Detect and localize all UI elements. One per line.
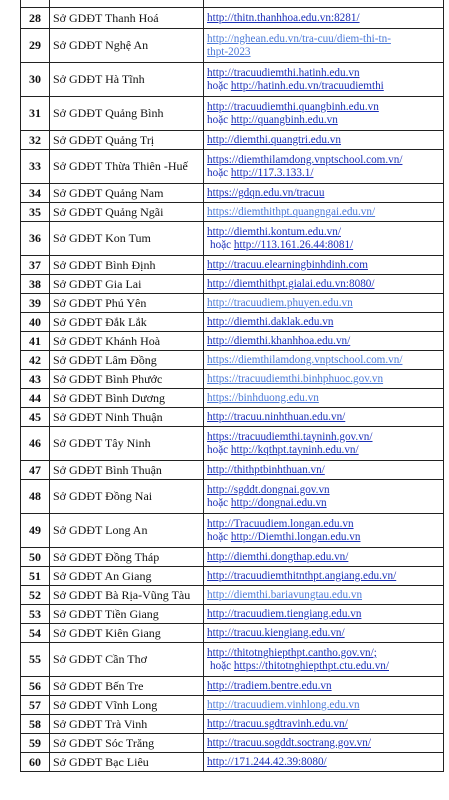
- lookup-url-link[interactable]: http://113.161.26.44:8081/: [233, 238, 354, 251]
- department-name: Sở GDĐT Bình Thuận: [50, 461, 204, 480]
- table-row: [21, 677, 444, 696]
- lookup-url-link[interactable]: http://tracuu.ninhthuan.edu.vn/: [207, 410, 346, 423]
- row-number: 52: [21, 586, 50, 605]
- link-line: [207, 680, 440, 693]
- row-number: 29: [21, 29, 50, 63]
- table-row: [21, 203, 444, 222]
- table-row: [21, 29, 444, 63]
- link-line: [207, 589, 440, 602]
- lookup-links-cell: [204, 332, 444, 351]
- link-line: [207, 373, 440, 386]
- alternative-prefix: hoặc: [207, 496, 231, 509]
- lookup-links-cell: [204, 461, 444, 480]
- link-line: [207, 297, 440, 310]
- row-number: 43: [21, 370, 50, 389]
- row-number: 46: [21, 427, 50, 461]
- link-line: [207, 551, 440, 564]
- lookup-links-cell: [204, 480, 444, 514]
- alternative-prefix: hoặc: [207, 79, 231, 92]
- lookup-url-link[interactable]: http://sgddt.dongnai.gov.vn: [207, 483, 330, 496]
- department-name: Sở GDĐT Bình Định: [50, 256, 204, 275]
- lookup-url-link[interactable]: http://Diemthi.longan.edu.vn: [230, 530, 361, 543]
- link-line: [207, 392, 440, 405]
- row-number: 35: [21, 203, 50, 222]
- row-number: 59: [21, 734, 50, 753]
- row-number: 33: [21, 150, 50, 184]
- lookup-links-cell: [204, 203, 444, 222]
- table-row: [21, 63, 444, 97]
- lookup-links-cell: [204, 131, 444, 150]
- table-row: [21, 514, 444, 548]
- lookup-links-cell: [204, 275, 444, 294]
- department-name: Sở GDĐT Bạc Liêu: [50, 753, 204, 772]
- table-row: [21, 275, 444, 294]
- lookup-url-link[interactable]: http://171.244.42.39:8080/: [207, 755, 327, 768]
- row-number: 51: [21, 567, 50, 586]
- link-line: [207, 206, 440, 219]
- row-number: 55: [21, 643, 50, 677]
- department-name: Sở GDĐT Hà Tĩnh: [50, 63, 204, 97]
- department-name: Sở GDĐT Bến Tre: [50, 677, 204, 696]
- department-name: Sở GDĐT Đắk Lắk: [50, 313, 204, 332]
- lookup-url-link[interactable]: http://thitotnghiepthpt.cantho.gov.vn/;: [207, 646, 377, 659]
- lookup-url-link[interactable]: http://nghean.edu.vn/tra-cuu/diem-thi-tn-: [207, 32, 391, 45]
- link-line: [207, 167, 440, 180]
- link-line: [207, 278, 440, 291]
- alternative-prefix: hoặc: [207, 166, 231, 179]
- link-line: [207, 12, 440, 25]
- link-line: [207, 67, 440, 80]
- lookup-url-link[interactable]: http://tracuu.kiengiang.edu.vn/: [207, 626, 345, 639]
- lookup-links-cell: [204, 222, 444, 256]
- table-row: [21, 643, 444, 677]
- table-row: [21, 389, 444, 408]
- lookup-url-link[interactable]: https://diemthilamdong.vnptschool.com.vn/: [207, 353, 403, 366]
- table-row: [21, 97, 444, 131]
- link-line: [207, 316, 440, 329]
- table-row: [21, 131, 444, 150]
- lookup-url-link[interactable]: http://diemthi.bariavungtau.edu.vn: [207, 588, 363, 601]
- lookup-links-cell: [204, 427, 444, 461]
- lookup-links-cell: [204, 753, 444, 772]
- lookup-url-link[interactable]: http://117.3.133.1/: [230, 166, 314, 179]
- link-line: [207, 259, 440, 272]
- link-line: [207, 518, 440, 531]
- alternative-prefix: hoặc: [207, 113, 231, 126]
- link-line: [207, 411, 440, 424]
- lookup-url-link[interactable]: http://kqthpt.tayninh.edu.vn/: [230, 443, 359, 456]
- link-line: [207, 46, 440, 59]
- department-name: Sở GDĐT Thanh Hoá: [50, 8, 204, 29]
- table-row: [21, 734, 444, 753]
- lookup-url-link[interactable]: http://diemthi.daklak.edu.vn: [207, 315, 334, 328]
- table-row: [21, 332, 444, 351]
- row-number: 53: [21, 605, 50, 624]
- table-row: [21, 0, 444, 8]
- table-row: [21, 150, 444, 184]
- department-name: Sở GDĐT Sóc Trăng: [50, 734, 204, 753]
- link-line: [207, 187, 440, 200]
- department-name: Sở GDĐT Gia Lai: [50, 275, 204, 294]
- lookup-url-link[interactable]: http://tracuu.elearningbinhdinh.com: [207, 258, 368, 271]
- lookup-url-link[interactable]: http://Tracuudiem.longan.edu.vn: [207, 517, 354, 530]
- department-name: Sở GDĐT Tây Ninh: [50, 427, 204, 461]
- department-name: Sở GDĐT Bình Dương: [50, 389, 204, 408]
- table-row: [21, 8, 444, 29]
- department-name: Sở GDĐT Tiền Giang: [50, 605, 204, 624]
- lookup-links-cell: [204, 150, 444, 184]
- lookup-url-link[interactable]: http://tracuudiem.tiengiang.edu.vn: [207, 607, 362, 620]
- lookup-url-link[interactable]: http://tracuu.sogddt.soctrang.gov.vn/: [207, 736, 371, 749]
- row-number: 49: [21, 514, 50, 548]
- link-line: [207, 354, 440, 367]
- row-number: 58: [21, 715, 50, 734]
- alternative-prefix: hoặc: [207, 530, 231, 543]
- table-row: [21, 256, 444, 275]
- link-line: [207, 627, 440, 640]
- lookup-url-link[interactable]: http://thitn.thanhhoa.edu.vn:8281/: [207, 11, 360, 24]
- row-number: 32: [21, 131, 50, 150]
- table-body: [21, 0, 444, 772]
- row-number: 36: [21, 222, 50, 256]
- row-number: 39: [21, 294, 50, 313]
- table-row: [21, 567, 444, 586]
- lookup-links-cell: [204, 351, 444, 370]
- lookup-links-cell: [204, 677, 444, 696]
- alternative-prefix: hoặc: [210, 659, 234, 672]
- link-line: [207, 464, 440, 477]
- lookup-links-cell: [204, 0, 444, 8]
- link-line: [207, 134, 440, 147]
- department-name: Sở GDĐT Đồng Nai: [50, 480, 204, 514]
- department-name: Sở GDĐT Long An: [50, 514, 204, 548]
- lookup-url-link[interactable]: https://thitotnghiepthpt.ctu.edu.vn/: [233, 659, 389, 672]
- link-line: [207, 737, 440, 750]
- row-number: 50: [21, 548, 50, 567]
- alternative-prefix: hoặc: [210, 238, 234, 251]
- lookup-url-link[interactable]: https://diemthithpt.quangngai.edu.vn/: [207, 205, 376, 218]
- lookup-links-cell: [204, 586, 444, 605]
- department-name: Sở GDĐT Bình Phước: [50, 370, 204, 389]
- lookup-links-cell: [204, 97, 444, 131]
- link-line: [207, 699, 440, 712]
- lookup-url-link[interactable]: thpt-2023: [207, 45, 251, 58]
- department-name: Sở GDĐT Quảng Bình: [50, 97, 204, 131]
- row-number: 34: [21, 184, 50, 203]
- row-number: 38: [21, 275, 50, 294]
- table-row: [21, 548, 444, 567]
- lookup-links-cell: [204, 514, 444, 548]
- lookup-links-cell: [204, 8, 444, 29]
- lookup-url-link[interactable]: http://diemthi.kontum.edu.vn/: [207, 225, 341, 238]
- link-line: [207, 444, 440, 457]
- link-line: [207, 660, 440, 673]
- table-row: [21, 313, 444, 332]
- lookup-url-link[interactable]: https://tracuudiemthi.binhphuoc.gov.vn: [207, 372, 384, 385]
- lookup-links-cell: [204, 389, 444, 408]
- department-name: Sở GDĐT Kiên Giang: [50, 624, 204, 643]
- link-line: [207, 484, 440, 497]
- row-number: 30: [21, 63, 50, 97]
- lookup-links-cell: [204, 624, 444, 643]
- row-number: 48: [21, 480, 50, 514]
- lookup-url-link[interactable]: http://thithptbinhthuan.vn/: [207, 463, 325, 476]
- department-name: Sở GDĐT Quảng Trị: [50, 131, 204, 150]
- lookup-url-link[interactable]: http://quangbinh.edu.vn: [230, 113, 338, 126]
- row-number: 41: [21, 332, 50, 351]
- row-number: 28: [21, 8, 50, 29]
- lookup-links-cell: [204, 370, 444, 389]
- link-line: [207, 114, 440, 127]
- lookup-url-link[interactable]: https://gdqn.edu.vn/tracuu: [207, 186, 325, 199]
- department-name: Sở GDĐT Vĩnh Long: [50, 696, 204, 715]
- lookup-url-link[interactable]: http://tracuudiemthitnthpt.angiang.edu.vn/: [207, 569, 397, 582]
- table-row: [21, 624, 444, 643]
- lookup-links-cell: [204, 294, 444, 313]
- department-name: Sở GDĐT Khánh Hoà: [50, 332, 204, 351]
- department-name: Sở GDĐT Ninh Thuận: [50, 408, 204, 427]
- lookup-url-link[interactable]: http://hatinh.edu.vn/tracuudiemthi: [230, 79, 384, 92]
- link-line: [207, 647, 440, 660]
- lookup-links-cell: [204, 715, 444, 734]
- lookup-links-cell: [204, 408, 444, 427]
- table-row: [21, 480, 444, 514]
- table-row: [21, 586, 444, 605]
- lookup-url-link[interactable]: http://tracuudiem.phuyen.edu.vn: [207, 296, 353, 309]
- table-row: [21, 351, 444, 370]
- lookup-links-cell: [204, 548, 444, 567]
- lookup-links-cell: [204, 567, 444, 586]
- department-name: Sở GDĐT Cần Thơ: [50, 643, 204, 677]
- link-line: [207, 531, 440, 544]
- link-line: [207, 608, 440, 621]
- row-number: 57: [21, 696, 50, 715]
- department-name: Sở GDĐT Đồng Tháp: [50, 548, 204, 567]
- link-line: [207, 756, 440, 769]
- lookup-url-link[interactable]: http://tracuudiemthi.hatinh.edu.vn: [207, 66, 360, 79]
- lookup-links-cell: [204, 184, 444, 203]
- department-name: Sở GDĐT Phú Yên: [50, 294, 204, 313]
- row-number: 40: [21, 313, 50, 332]
- row-number: 37: [21, 256, 50, 275]
- link-line: [207, 431, 440, 444]
- lookup-url-link[interactable]: https://binhduong.edu.vn: [207, 391, 319, 404]
- lookup-url-link[interactable]: http://tracuu.sgdtravinh.edu.vn/: [207, 717, 348, 730]
- lookup-links-cell: [204, 605, 444, 624]
- link-line: [207, 80, 440, 93]
- table-row: [21, 696, 444, 715]
- department-name: Sở GDĐT An Giang: [50, 567, 204, 586]
- department-name: Sở GDĐT Bà Rịa-Vũng Tàu: [50, 586, 204, 605]
- row-number: 47: [21, 461, 50, 480]
- department-name: Sở GDĐT Thừa Thiên -Huế: [50, 150, 204, 184]
- lookup-url-link[interactable]: http://tracuudiemthi.quangbinh.edu.vn: [207, 100, 379, 113]
- lookup-links-cell: [204, 313, 444, 332]
- alternative-prefix: hoặc: [207, 443, 231, 456]
- table-row: [21, 370, 444, 389]
- table-row: [21, 427, 444, 461]
- department-name: Sở GDĐT Trà Vinh: [50, 715, 204, 734]
- row-number: 42: [21, 351, 50, 370]
- row-number: 44: [21, 389, 50, 408]
- department-name: Sở GDĐT Quảng Nam: [50, 184, 204, 203]
- lookup-links-cell: [204, 256, 444, 275]
- link-line: [207, 570, 440, 583]
- link-line: [207, 335, 440, 348]
- table-row: [21, 408, 444, 427]
- table-row: [21, 715, 444, 734]
- results-lookup-table: [20, 0, 444, 772]
- link-line: [207, 718, 440, 731]
- link-line: [207, 101, 440, 114]
- row-number: 31: [21, 97, 50, 131]
- department-name: [50, 0, 204, 8]
- lookup-links-cell: [204, 734, 444, 753]
- lookup-url-link[interactable]: http://diemthi.quangtri.edu.vn: [207, 133, 341, 146]
- link-line: [207, 239, 440, 252]
- department-name: Sở GDĐT Quảng Ngãi: [50, 203, 204, 222]
- lookup-links-cell: [204, 63, 444, 97]
- row-number: 56: [21, 677, 50, 696]
- lookup-url-link[interactable]: http://dongnai.edu.vn: [230, 496, 327, 509]
- link-line: [207, 154, 440, 167]
- lookup-links-cell: [204, 696, 444, 715]
- row-number: [21, 0, 50, 8]
- table-row: [21, 753, 444, 772]
- lookup-url-link[interactable]: http://diemthi.khanhhoa.edu.vn/: [207, 334, 351, 347]
- lookup-url-link[interactable]: http://tracuudiem.vinhlong.edu.vn: [207, 698, 360, 711]
- table-row: [21, 184, 444, 203]
- department-name: Sở GDĐT Lâm Đồng: [50, 351, 204, 370]
- table-row: [21, 605, 444, 624]
- lookup-url-link[interactable]: http://tradiem.bentre.edu.vn: [207, 679, 332, 692]
- table-row: [21, 294, 444, 313]
- lookup-url-link[interactable]: http://diemthithpt.gialai.edu.vn:8080/: [207, 277, 375, 290]
- link-line: [207, 226, 440, 239]
- lookup-url-link[interactable]: https://tracuudiemthi.tayninh.gov.vn/: [207, 430, 373, 443]
- department-name: Sở GDĐT Kon Tum: [50, 222, 204, 256]
- table-row: [21, 222, 444, 256]
- row-number: 45: [21, 408, 50, 427]
- lookup-url-link[interactable]: http://diemthi.dongthap.edu.vn/: [207, 550, 349, 563]
- table-row: [21, 461, 444, 480]
- link-line: [207, 33, 440, 46]
- row-number: 54: [21, 624, 50, 643]
- lookup-url-link[interactable]: https://diemthilamdong.vnptschool.com.vn/: [207, 153, 403, 166]
- department-name: Sở GDĐT Nghệ An: [50, 29, 204, 63]
- row-number: 60: [21, 753, 50, 772]
- link-line: [207, 497, 440, 510]
- lookup-links-cell: [204, 643, 444, 677]
- results-lookup-table-page: [20, 0, 444, 772]
- lookup-links-cell: [204, 29, 444, 63]
